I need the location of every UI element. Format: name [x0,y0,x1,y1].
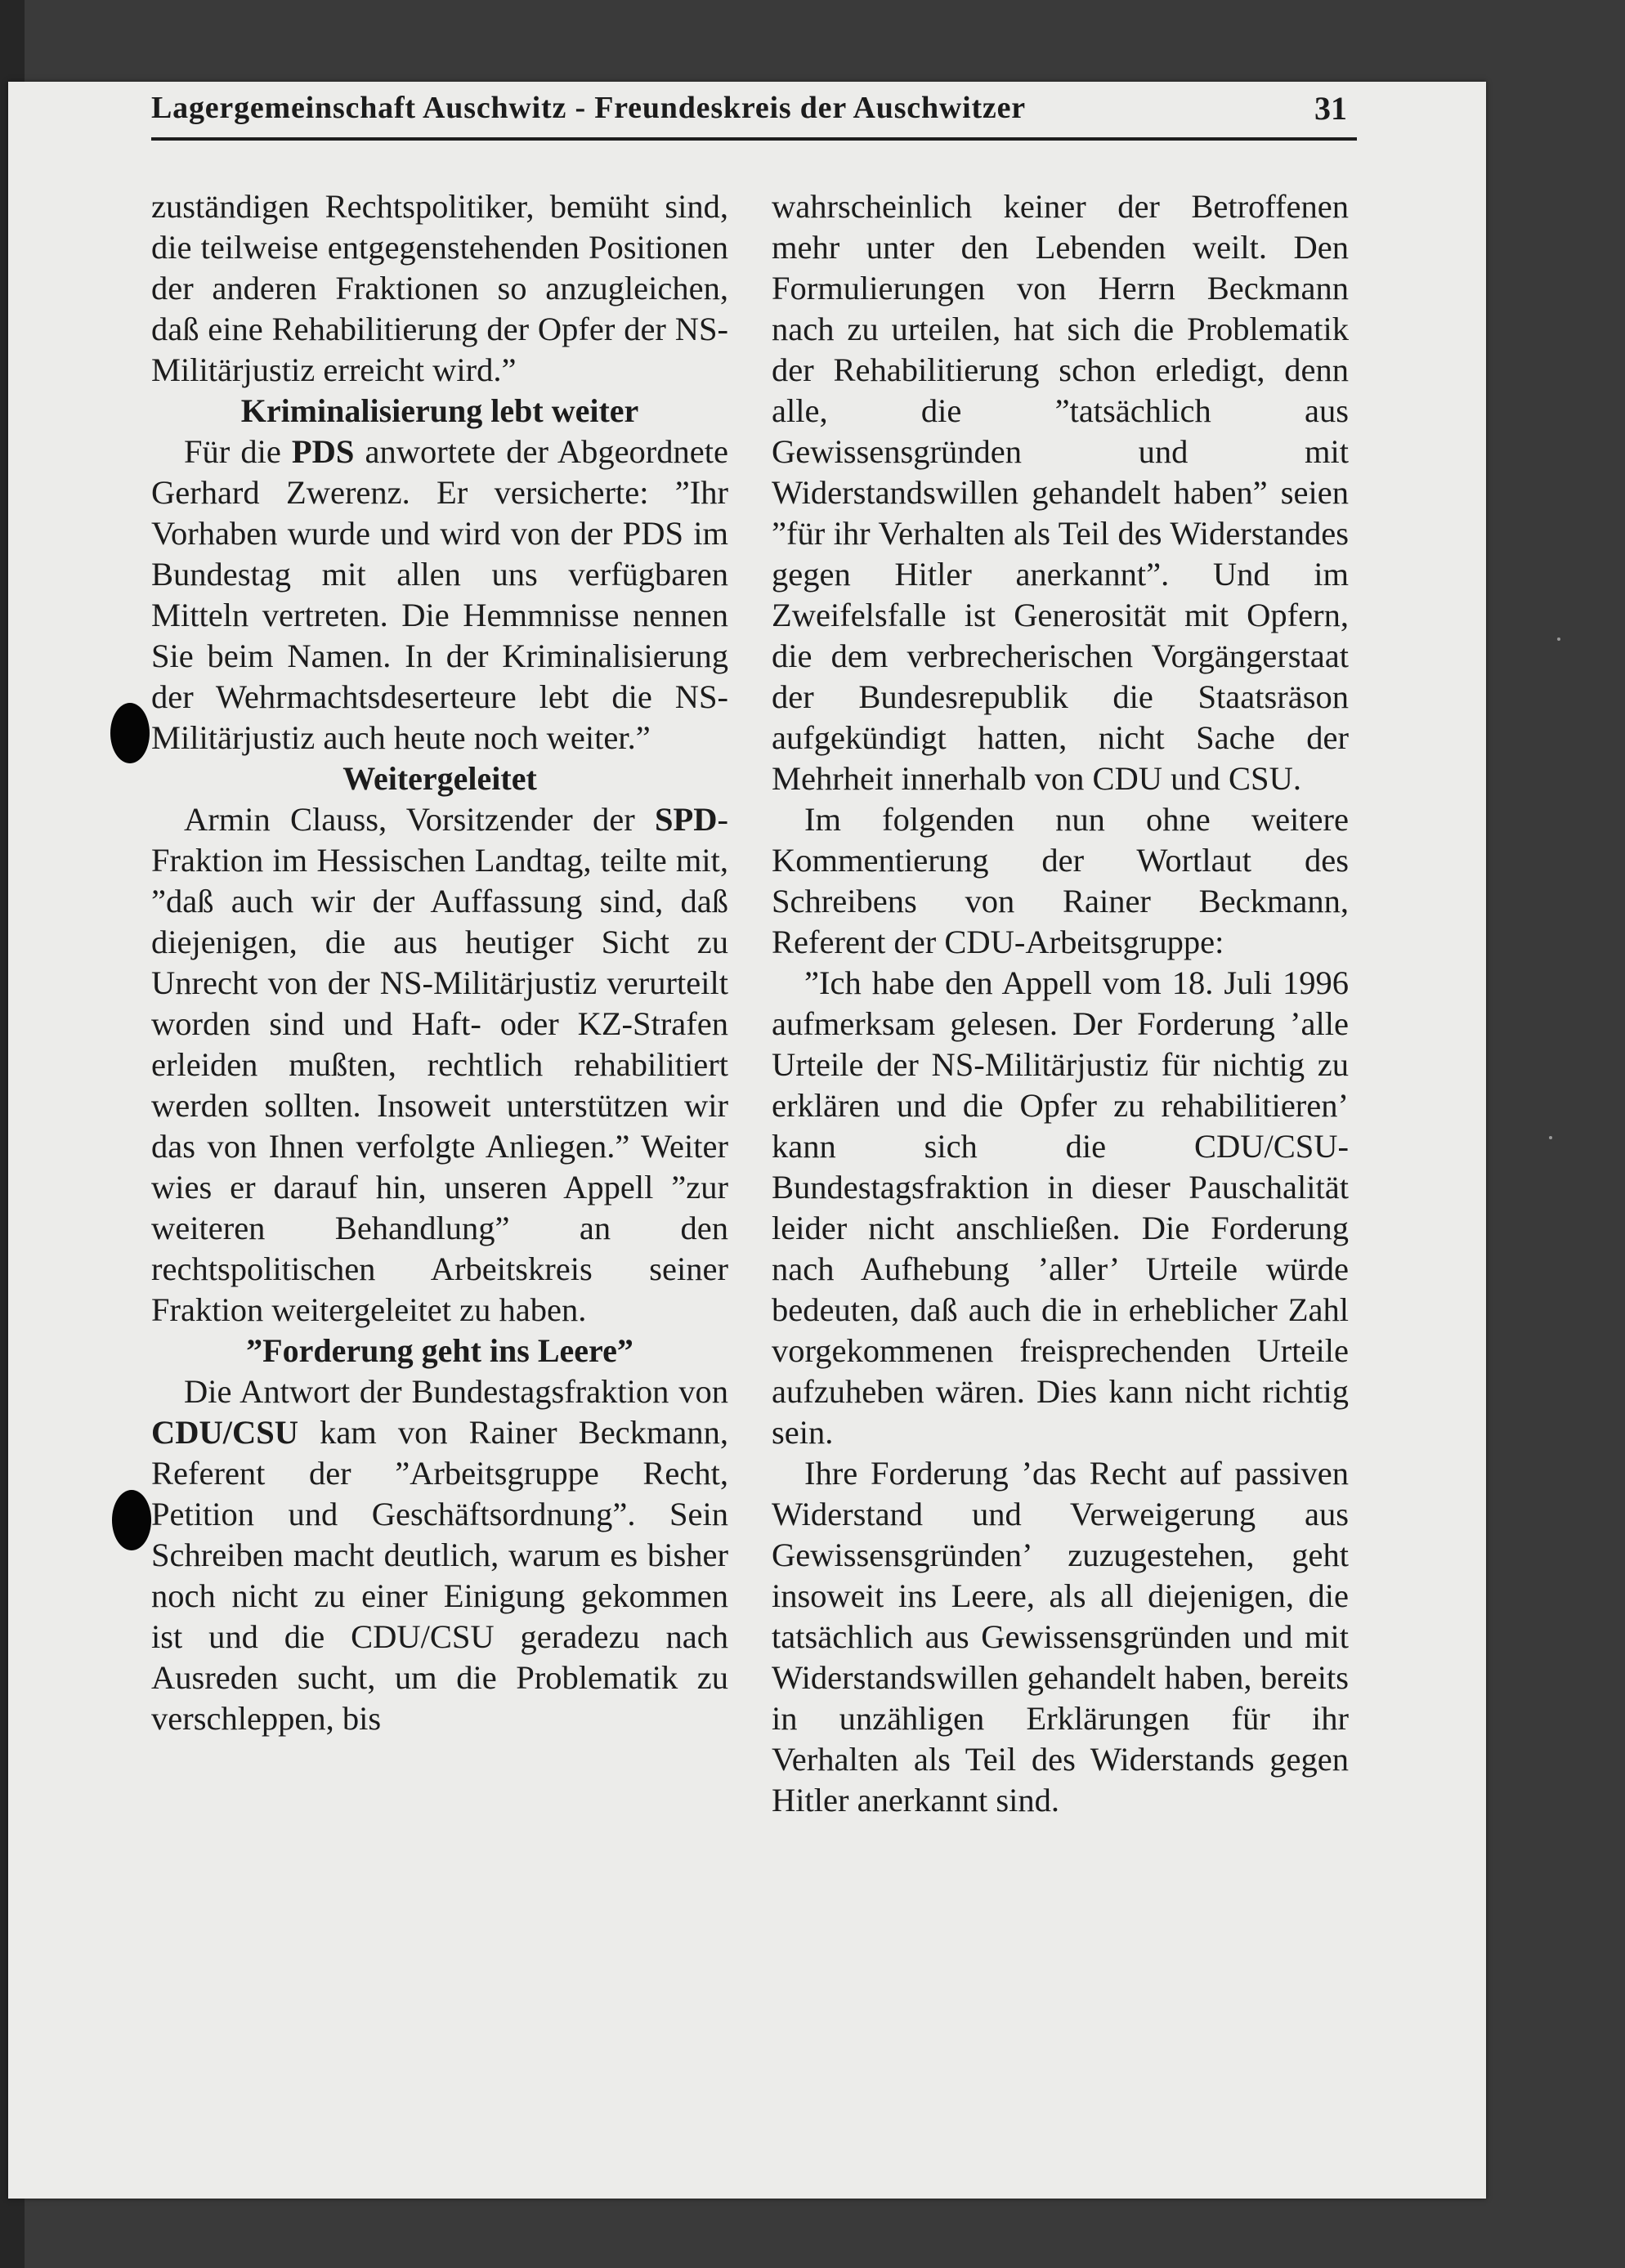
party-name: PDS [291,433,355,470]
paragraph [151,432,728,758]
page-number: 31 [1314,90,1347,127]
dust-speck [1549,1136,1552,1139]
paragraph: Ihre Forderung ’das Recht auf passiven Widerstand und Verweigerung aus Gewissensgründen’ zuzugestehen, geht insoweit ins Leere, als all diejenigen, die tatsächlich aus Gewissensgründen und mit Widerstandswillen gehandelt haben, bereits in unzähligen Erklärungen für ihr Verhalten als Teil des Widerstands gegen Hitler anerkannt sind. [772,1455,1349,1818]
publication-title: Lagergemeinschaft Auschwitz - Freundeskreis der Auschwitzer [151,91,1026,125]
right-column [772,186,1349,1821]
paragraph [151,1371,728,1739]
section-heading: ”Forderung geht ins Leere” [246,1332,633,1369]
section-heading: Kriminalisierung lebt weiter [240,392,639,429]
punch-hole [110,703,150,763]
party-name: CDU/CSU [151,1414,299,1451]
paragraph-text: anwortete der Abgeordnete Gerhard Zwerenz. Er versicherte: ”Ihr Vorhaben wurde und wird von der PDS im Bundestag mit allen uns verfügbaren Mitteln vertreten. Die Hemmnisse nennen Sie beim Namen. In der Kriminalisierung der Wehrmachtsdeserteure lebt die NS-Militärjustiz auch heute noch weiter.” [151,433,728,756]
paragraph: wahrscheinlich keiner der Betroffenen mehr unter den Lebenden weilt. Den Formulierungen von Herrn Beckmann nach zu urteilen, hat sich die Problematik der Rehabilitierung schon erledigt, denn alle, die ”tatsächlich aus Gewissensgründen und mit Widerstandswillen gehandelt haben” seien ”für ihr Verhalten als Teil des Widerstandes gegen Hitler anerkannt”. Und im Zweifelsfalle ist Generosität mit Opfern, die dem verbrecherischen Vorgängerstaat der Bundesrepublik die Staatsräson aufgekündigt hatten, nicht Sache der Mehrheit innerhalb von CDU und CSU. [772,188,1349,797]
paragraph [151,799,728,1331]
paragraph-text: -Fraktion im Hessischen Landtag, teilte mit, ”daß auch wir der Auffassung sind, daß diejenigen, die aus heutiger Sicht zu Unrecht von der NS-Militärjustiz verurteilt worden sind und Haft- oder KZ-Strafen erleiden mußten, rechtlich rehabilitiert werden sollten. Insoweit unterstützen wir das von Ihnen verfolgte Anliegen.” Weiter wies er darauf hin, unseren Appell ”zur weiteren Behandlung” an den rechtspolitischen Arbeitskreis seiner Fraktion weitergeleitet zu haben. [151,801,728,1328]
punch-hole [112,1490,151,1550]
paragraph: Im folgenden nun ohne weitere Kommentierung der Wortlaut des Schreibens von Rainer Beckmann, Referent der CDU-Arbeitsgruppe: [772,801,1349,960]
paragraph-text: Für die [184,433,292,470]
left-column [151,186,728,1739]
section-heading: Weitergeleitet [342,760,537,797]
paragraph-text: kam von Rainer Beckmann, Referent der ”Arbeitsgruppe Recht, Petition und Geschäftsordnung”. Sein Schreiben macht deutlich, warum es bisher noch nicht zu einer Einigung gekommen ist und die CDU/CSU geradezu nach Ausreden sucht, um die Problematik zu verschleppen, bis [151,1414,728,1737]
paragraph: zuständigen Rechtspolitiker, bemüht sind, die teilweise entgegenstehenden Positionen der anderen Fraktionen so anzugleichen, daß eine Rehabilitierung der Opfer der NS-Militärjustiz erreicht wird.” [151,188,728,388]
paragraph-text: Die Antwort der Bundestagsfraktion von [184,1373,728,1410]
running-header [151,82,1357,141]
paragraph: ”Ich habe den Appell vom 18. Juli 1996 aufmerksam gelesen. Der Forderung ’alle Urteile der NS-Militärjustiz für nichtig zu erklären und die Opfer zu rehabilitieren’ kann sich die CDU/CSU-Bundestagsfraktion in dieser Pauschalität leider nicht anschließen. Die Forderung nach Aufhebung ’aller’ Urteile würde bedeuten, daß auch die in erheblicher Zahl vorgekommenen freisprechenden Urteile aufzuheben wären. Dies kann nicht richtig sein. [772,964,1349,1451]
paragraph-text: Armin Clauss, Vorsitzender der [184,801,655,838]
dust-speck [1557,637,1560,641]
party-name: SPD [654,801,718,838]
